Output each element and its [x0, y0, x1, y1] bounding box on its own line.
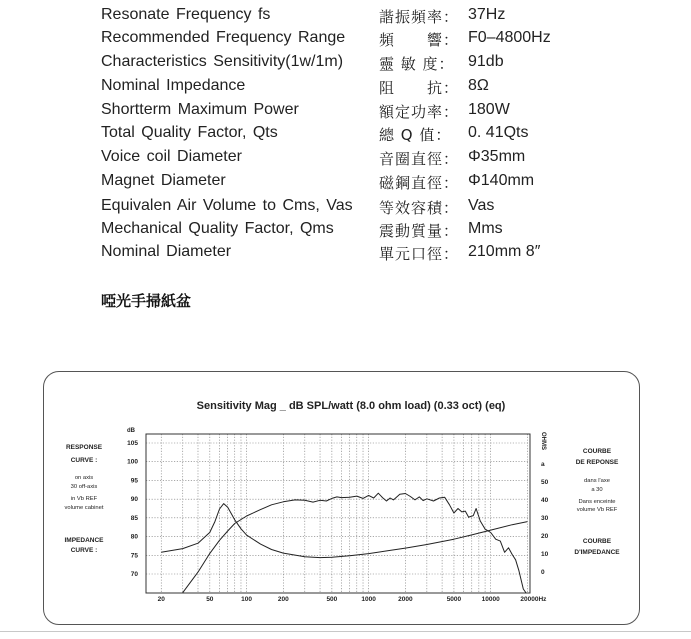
x-tick-label: 2000: [398, 596, 413, 603]
spec-label-en: Characteristics Sensitivity(1w/1m): [101, 53, 344, 70]
right-annotation: volume Vb REF: [576, 507, 618, 513]
spec-label-zh: 總 Q 值：: [379, 126, 452, 144]
left-annotation: RESPONSE: [65, 444, 103, 451]
spec-label-en: Mechanical Quality Factor, Qms: [101, 220, 334, 237]
right-annotation: Dans enceinte: [578, 499, 616, 505]
left-tick-label: 100: [127, 458, 138, 466]
spec-value: 0. 41Qts: [468, 124, 529, 141]
right-tick-label: 50: [541, 479, 549, 486]
spec-value: 210mm 8″: [468, 243, 541, 260]
x-tick-label: 1000: [361, 596, 376, 603]
x-axis-ticks: [158, 596, 548, 603]
left-tick-label: 85: [130, 514, 138, 522]
right-axis-unit: OHMS: [540, 432, 546, 450]
response-curve: [183, 493, 526, 593]
spec-label-en: Equivalen Air Volume to Cms, Vas: [101, 197, 353, 214]
spec-label-zh: 單元口徑：: [379, 245, 460, 263]
spec-label-zh: 震動質量：: [379, 222, 460, 240]
left-annotation: CURVE :: [70, 457, 98, 464]
right-tick-label: a: [541, 461, 545, 468]
spec-value: 91db: [468, 53, 504, 70]
spec-label-en: Recommended Frequency Range: [101, 29, 346, 46]
right-annotation: dans l'axe: [584, 478, 610, 484]
x-tick-label: 50: [206, 596, 214, 603]
left-annotations: [64, 444, 104, 554]
right-annotation: COURBE: [582, 538, 612, 545]
left-tick-label: 105: [127, 440, 138, 447]
footer-divider: [0, 631, 691, 632]
left-annotation: volume cabinet: [64, 505, 104, 511]
spec-value: Vas: [468, 197, 495, 214]
spec-label-zh: 額定功率：: [379, 103, 460, 121]
left-annotation: 30 off-axis: [70, 484, 98, 490]
spec-value: 8Ω: [468, 77, 489, 94]
left-annotation: IMPEDANCE: [64, 537, 104, 544]
x-tick-label: 200: [277, 596, 289, 603]
spec-label-zh: 音圈直徑：: [379, 150, 460, 168]
right-annotation: a 30: [591, 487, 603, 493]
right-tick-label: 30: [541, 515, 549, 522]
spec-label-en: Voice coil Diameter: [101, 148, 242, 165]
plot-area: [146, 434, 530, 593]
left-axis-ticks: [127, 440, 138, 578]
left-tick-label: 70: [130, 571, 138, 578]
x-tick-label: 5000: [446, 596, 462, 603]
cone-type-label: 啞光手掃紙盆: [101, 292, 192, 310]
spec-label-en: Shortterm Maximum Power: [101, 101, 299, 118]
spec-label-en: Resonate Frequency fs: [101, 6, 271, 23]
spec-label-en: Nominal Impedance: [101, 77, 246, 94]
right-annotation: DE REPONSE: [575, 459, 619, 466]
left-tick-label: 90: [130, 496, 138, 504]
right-annotation: D'IMPEDANCE: [574, 549, 620, 556]
spec-value: Φ140mm: [468, 172, 535, 189]
x-tick-label: 500: [326, 596, 338, 603]
right-annotations: [574, 448, 620, 556]
x-tick-label: 10000: [481, 596, 500, 603]
spec-label-zh: 等效容積：: [379, 199, 460, 217]
left-tick-label: 95: [130, 477, 138, 485]
series-lines: [161, 493, 527, 593]
left-tick-label: 75: [130, 552, 138, 560]
spec-label-zh: 頻 響：: [379, 31, 460, 49]
chart-grid: [146, 434, 530, 593]
x-tick-label: 20: [157, 596, 165, 603]
spec-label-en: Magnet Diameter: [101, 172, 226, 189]
right-tick-label: 0: [541, 569, 545, 576]
spec-value: 180W: [468, 101, 510, 118]
right-axis-ticks: [541, 461, 549, 576]
spec-label-zh: 阻 抗：: [379, 79, 460, 97]
chart-title: Sensitivity Mag _ dB SPL/watt (8.0 ohm load) (0.33 oct) (eq): [196, 400, 506, 412]
spec-value: Mms: [468, 220, 503, 237]
x-tick-label: 100: [241, 596, 252, 603]
spec-value: 37Hz: [468, 6, 506, 23]
right-tick-label: 10: [541, 551, 549, 558]
spec-value: Φ35mm: [468, 148, 526, 165]
left-axis-unit: dB: [127, 428, 135, 434]
spec-label-zh: 靈 敏 度：: [379, 55, 455, 73]
left-annotation: in Vb REF: [70, 496, 98, 502]
spec-label-zh: 諧振頻率：: [379, 8, 460, 26]
left-tick-label: 80: [130, 533, 138, 541]
left-annotation: on axis: [74, 475, 94, 481]
right-annotation: COURBE: [582, 448, 612, 455]
spec-label-en: Total Quality Factor, Qts: [101, 124, 278, 141]
right-tick-label: 40: [541, 497, 549, 504]
spec-label-zh: 磁鋼直徑：: [379, 174, 460, 192]
spec-value: F0–4800Hz: [468, 29, 551, 46]
right-tick-label: 20: [541, 533, 549, 540]
x-tick-label: 20000Hz: [520, 596, 547, 603]
impedance-curve: [161, 504, 527, 558]
spec-label-en: Nominal Diameter: [101, 243, 232, 260]
left-annotation: CURVE :: [70, 547, 98, 554]
